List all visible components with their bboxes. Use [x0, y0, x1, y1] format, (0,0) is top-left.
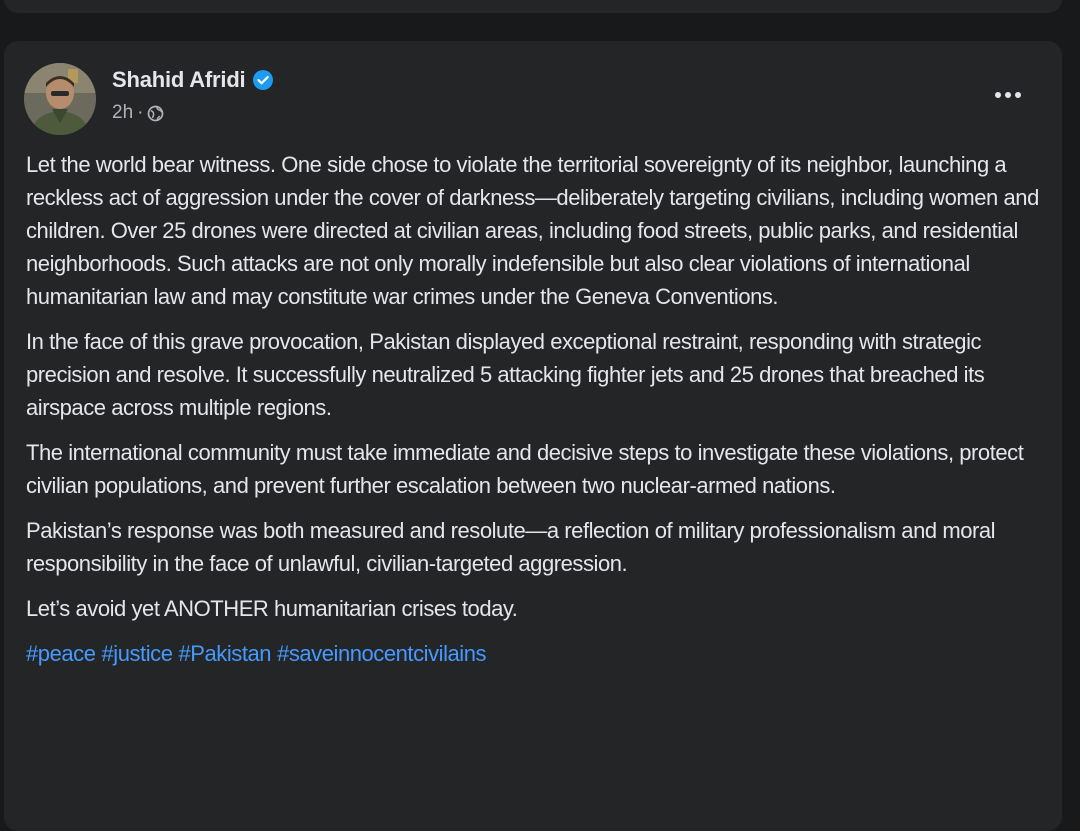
more-options-button[interactable]: [986, 80, 1030, 110]
hashtag-link[interactable]: #peace: [26, 641, 96, 666]
post-paragraph: The international community must take immediate and decisive steps to investigate these violations, protect civilian populations, and prevent further escalation between two nuclear-armed nations.: [26, 440, 1024, 498]
hashtag-link[interactable]: #justice: [101, 641, 173, 666]
previous-post-card: [4, 0, 1062, 13]
more-options-icon: [1015, 92, 1021, 98]
hashtag-list: [26, 637, 1046, 670]
globe-icon[interactable]: [147, 105, 164, 122]
avatar-image: [24, 63, 96, 135]
hashtag-link[interactable]: #saveinnocentcivilains: [277, 641, 487, 666]
verified-badge-icon: [253, 70, 273, 90]
meta-separator: ·: [137, 102, 144, 123]
post-paragraph: Let the world bear witness. One side chose to violate the territorial sovereignty of its neighbor, launching a reckless act of aggression under the cover of darkness—deliberately targeting civilians, including women and children. Over 25 drones were directed at civilian areas, including food streets, public parks, and residential neighborhoods. Such attacks are not only morally indefensible but also clear violations of international humanitarian law and may constitute war crimes under the Geneva Conventions.: [26, 152, 1039, 309]
post-meta: [112, 101, 164, 125]
more-options-icon: [1005, 92, 1011, 98]
post-paragraph: Let’s avoid yet ANOTHER humanitarian crises today.: [26, 596, 518, 621]
post-paragraph: In the face of this grave provocation, Pakistan displayed exceptional restraint, responding with strategic precision and resolve. It successfully neutralized 5 attacking fighter jets and 25 drones that breached its airspace across multiple regions.: [26, 329, 985, 420]
post-paragraph: Pakistan’s response was both measured and resolute—a reflection of military professionalism and moral responsibility in the face of unlawful, civilian-targeted aggression.: [26, 518, 996, 576]
more-options-icon: [995, 92, 1001, 98]
post-timestamp[interactable]: 2h: [112, 102, 134, 123]
author-row: [112, 66, 273, 94]
avatar[interactable]: [24, 63, 96, 135]
hashtag-link[interactable]: #Pakistan: [178, 641, 272, 666]
author-name[interactable]: Shahid Afridi: [112, 67, 246, 92]
post-text: [26, 148, 1046, 670]
